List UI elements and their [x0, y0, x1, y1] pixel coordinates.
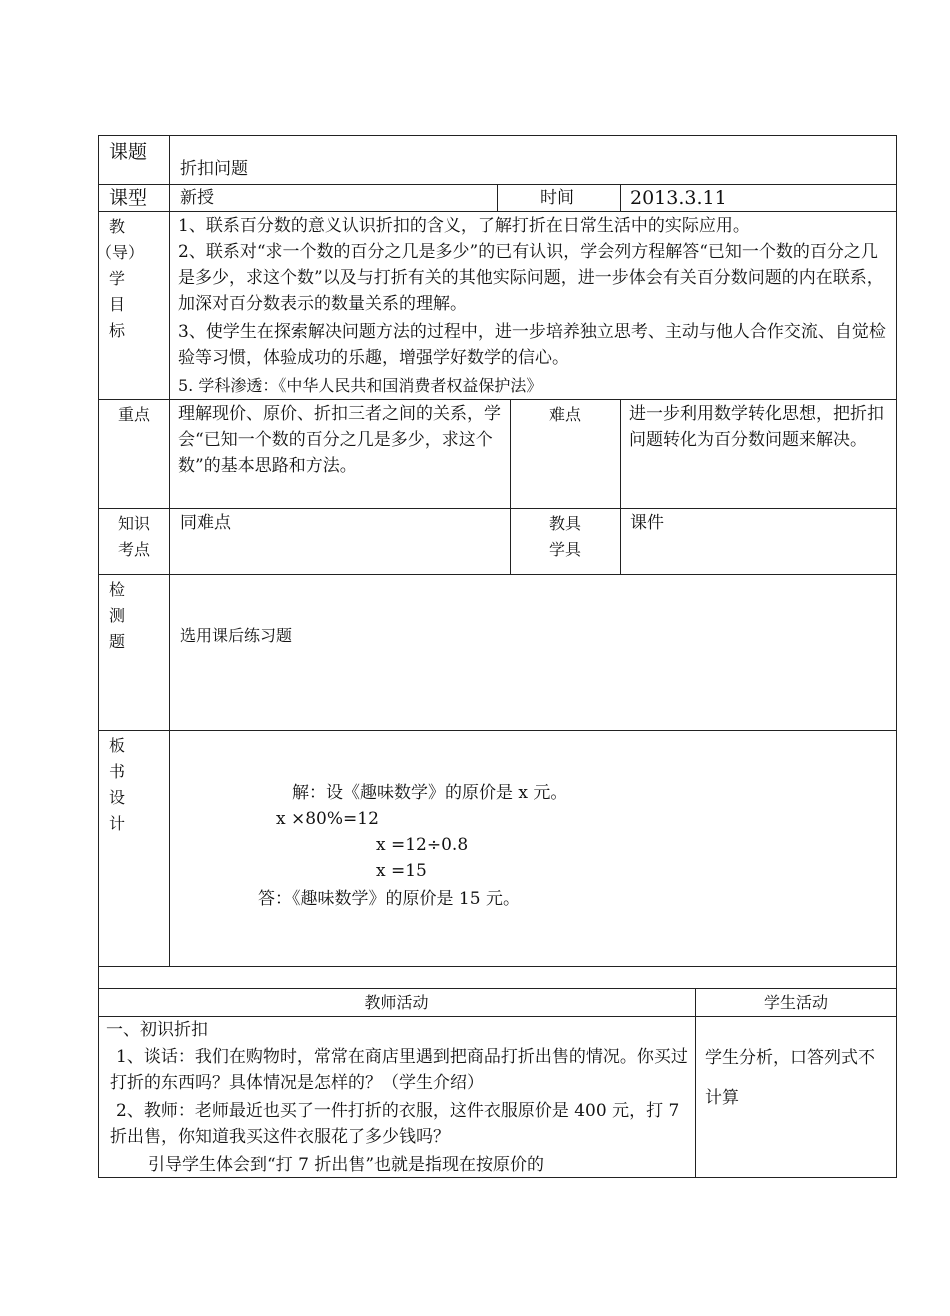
- topic-value: 折扣问题: [180, 159, 248, 179]
- row-divider: [98, 574, 897, 575]
- activity-paragraph: 1、谈话：我们在购物时，常常在商店里遇到把商品打折出售的情况。你买过打折的东西吗？具体情况是怎样的？（学生介绍）: [110, 1047, 688, 1093]
- row-divider: [98, 508, 897, 509]
- type-label: 课型: [109, 187, 148, 209]
- goal-item: 1、联系百分数的意义认识折扣的含义，了解打折在日常生活中的实际应用。: [178, 216, 750, 236]
- col-divider: [510, 399, 511, 574]
- goals-label-char: （导）: [96, 243, 145, 262]
- board-line: x ×80%=12: [276, 809, 379, 829]
- teacher-activity-header: 教师活动: [364, 993, 429, 1012]
- row-divider: [98, 730, 897, 731]
- board-line: x =12÷0.8: [376, 835, 469, 855]
- goals-label-char: 标: [108, 321, 125, 340]
- key-value: 理解现价、原价、折扣三者之间的关系，学会“已知一个数的百分之几是多少，求这个数”的基本思路和方法。: [178, 404, 501, 476]
- goals-label-char: 学: [108, 269, 125, 288]
- row-divider: [98, 966, 897, 967]
- goal-item: 5. 学科渗透：《中华人民共和国消费者权益保护法》: [178, 376, 543, 395]
- col-divider: [169, 135, 170, 966]
- key-label: 重点: [117, 405, 150, 424]
- board-label-char: 设: [108, 788, 125, 807]
- goal-item: 2、联系对“求一个数的百分之几是多少”的已有认识，学会列方程解答“已知一个数的百分之几是多少，求这个数”以及与打折有关的其他实际问题，进一步体会有关百分数问题的内在联系，加深对百分数表示的数量关系的理解。: [178, 242, 884, 314]
- row-divider: [98, 211, 897, 212]
- topic-label: 课题: [109, 141, 148, 163]
- row-divider: [98, 1016, 897, 1017]
- col-divider: [497, 184, 498, 211]
- activity-paragraph: 引导学生体会到“打 7 折出售”也就是指现在按原价的: [148, 1155, 545, 1175]
- knowledge-value: 同难点: [180, 513, 231, 533]
- row-divider: [98, 399, 897, 400]
- board-line: 解：设《趣味数学》的原价是 x 元。: [292, 783, 568, 803]
- test-label-char: 测: [108, 606, 125, 625]
- row-divider: [98, 988, 897, 989]
- tools-label-line: 学具: [548, 540, 581, 559]
- col-divider: [620, 399, 621, 574]
- goal-item: 3、使学生在探索解决问题方法的过程中，进一步培养独立思考、主动与他人合作交流、自觉检验等习惯，体验成功的乐趣，增强学好数学的信心。: [178, 322, 886, 368]
- activity-paragraph: 2、教师：老师最近也买了一件打折的衣服，这件衣服原价是 400 元，打 7 折出售，你知道我买这件衣服花了多少钱吗？: [110, 1101, 680, 1147]
- time-value: 2013.3.11: [630, 187, 727, 209]
- board-label-char: 板: [108, 736, 125, 755]
- board-label-char: 书: [108, 762, 125, 781]
- goals-label-char: 目: [108, 295, 125, 314]
- test-value: 选用课后练习题: [180, 626, 293, 645]
- knowledge-label-line: 考点: [117, 540, 150, 559]
- tools-label-line: 教具: [548, 514, 581, 533]
- test-label-char: 检: [108, 580, 125, 599]
- student-activity-header: 学生活动: [763, 993, 828, 1012]
- time-label: 时间: [540, 188, 574, 208]
- tools-value: 课件: [630, 513, 664, 533]
- difficulty-value: 进一步利用数学转化思想，把折扣问题转化为百分数问题来解决。: [629, 404, 884, 450]
- knowledge-label-line: 知识: [117, 514, 150, 533]
- board-label-char: 计: [108, 814, 125, 833]
- board-line: 答：《趣味数学》的原价是 15 元。: [258, 889, 520, 909]
- col-divider: [695, 988, 696, 1178]
- col-divider: [620, 184, 621, 211]
- board-line: x =15: [376, 861, 427, 881]
- activity-section-title: 一、初识折扣: [106, 1020, 208, 1040]
- test-label-char: 题: [108, 632, 125, 651]
- student-activity: 学生分析，口答列式不计算: [705, 1048, 875, 1108]
- type-value: 新授: [180, 188, 214, 208]
- difficulty-label: 难点: [548, 405, 581, 424]
- goals-label-char: 教: [108, 217, 125, 236]
